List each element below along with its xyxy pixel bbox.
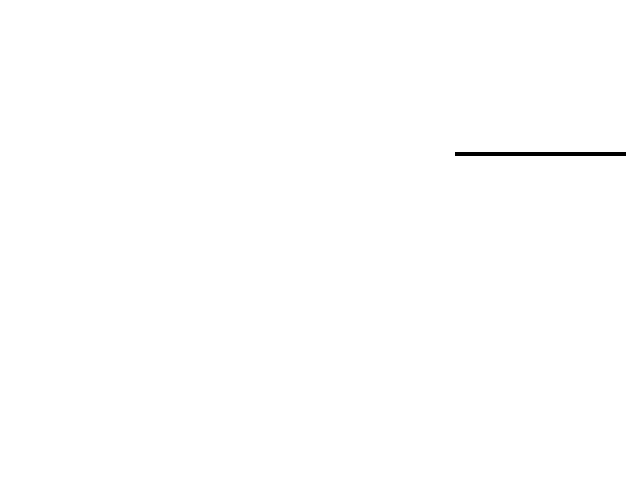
stats-table xyxy=(455,152,626,156)
